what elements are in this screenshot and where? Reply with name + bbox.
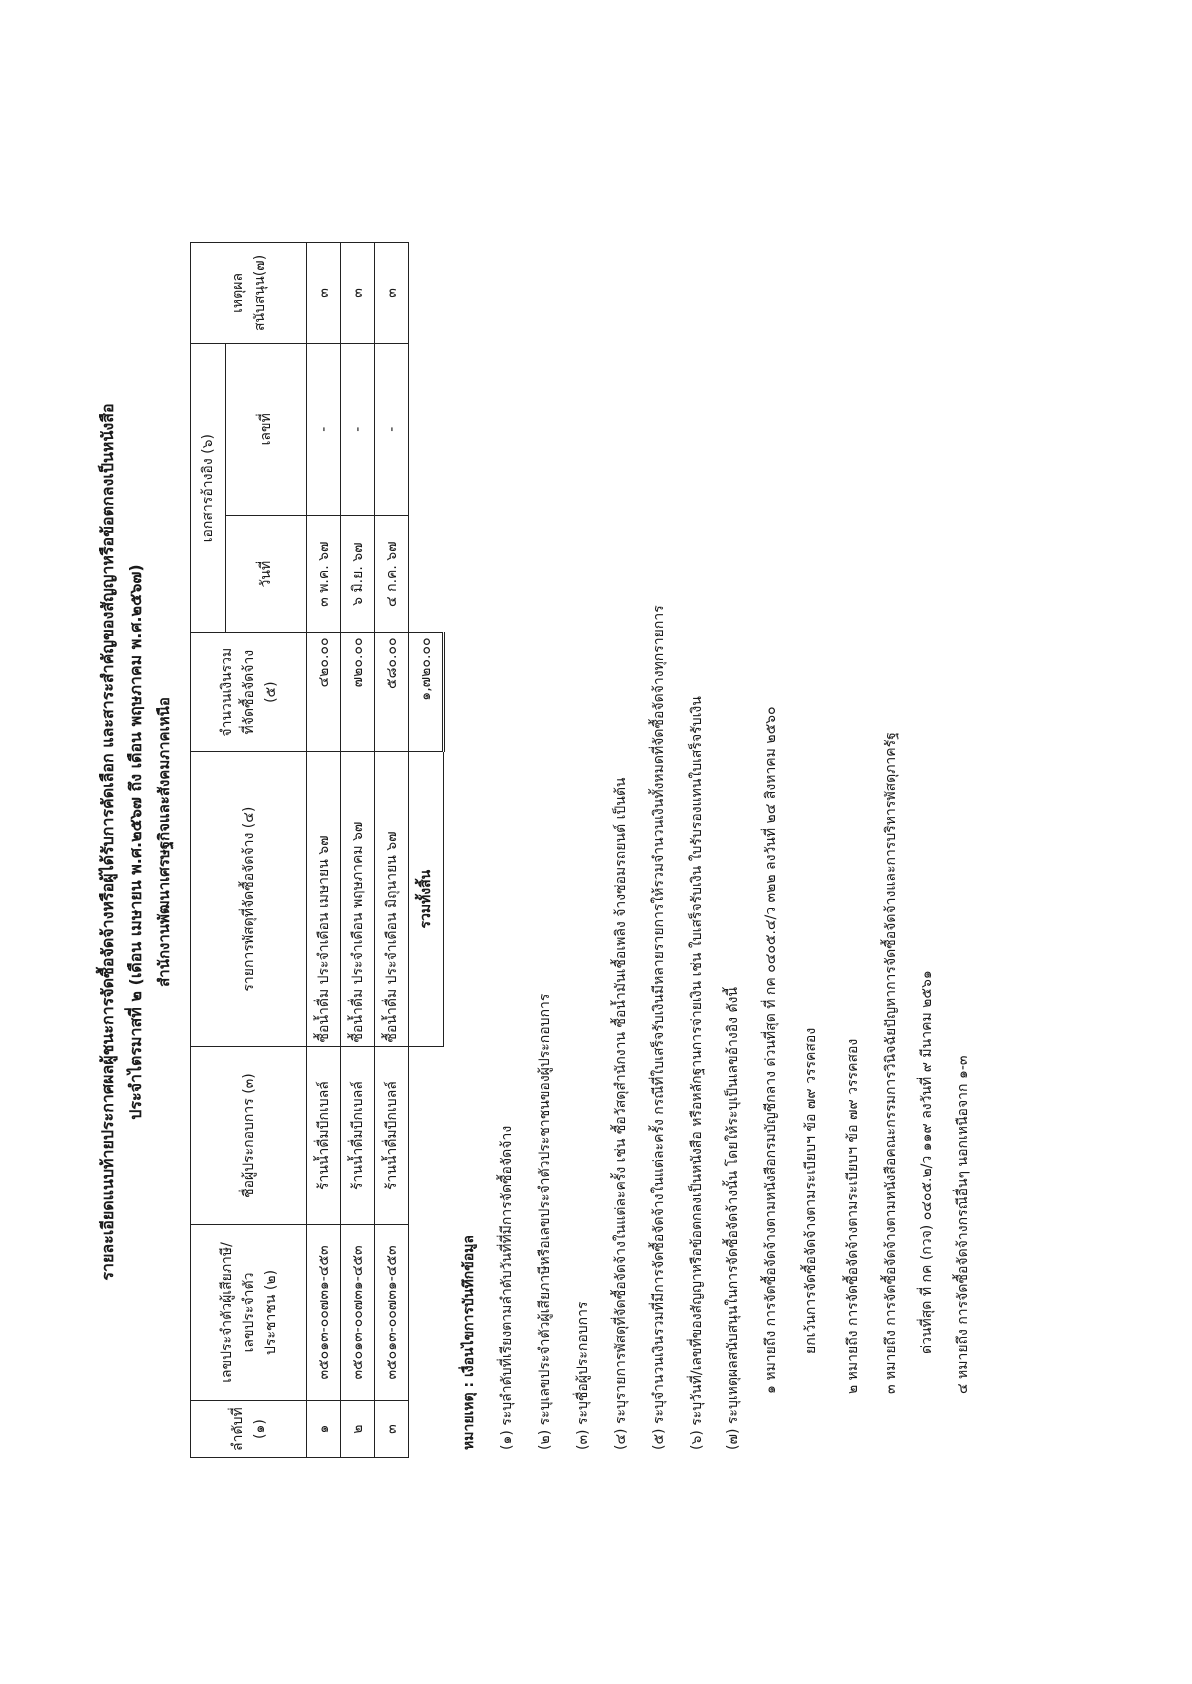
cell-reason: ๓ [307, 243, 341, 344]
header-ref-doc: เอกสารอ้างอิง (๖) [191, 343, 226, 633]
agency-name: สำนักงานพัฒนาเศรษฐกิจและสังคมภาคเหนือ [155, 697, 173, 987]
header-ref-no: เลขที่ [226, 343, 307, 515]
total-blank [409, 1047, 444, 1458]
header-vendor: ชื่อผู้ประกอบการ (๓) [191, 1047, 307, 1224]
note-line: ยกเว้นการจัดซื้อจัดจ้างตามระเบียบฯ ข้อ ๗๙ วรรคสอง [803, 1027, 819, 1354]
note-line: ๓ หมายถึง การจัดซื้อจัดจ้างตามหนังสือคณะกรรมการวินิจฉัยปัญหาการจัดซื้อจัดจ้างและการบริหารพัสดุภาครัฐ [883, 732, 899, 1394]
note-line: ด่วนที่สุด ที่ กค (กวจ) ๐๔๐๕.๒/ว ๑๑๙ ลงวันที่ ๙ มีนาคม ๒๕๖๑ [919, 970, 935, 1354]
procurement-table [190, 242, 445, 1458]
cell-ref-no: - [341, 343, 375, 515]
cell-vendor: ร้านน้ำดื่มบีกเบลล์ [375, 1047, 409, 1224]
header-tax-id [191, 1224, 307, 1401]
note-line: (๔) ระบุรายการพัสดุที่จัดซื้อจัดจ้างในแต่ละครั้ง เช่น ซื้อวัสดุสำนักงาน ซื้อน้ำมันเชื้อเพลิง จ้างซ่อมรถยนต์ เป็นต้น [613, 777, 629, 1450]
cell-reason: ๓ [341, 243, 375, 344]
cell-ref-no: - [375, 343, 409, 515]
header-amount-line1: จำนวนเงินรวม [218, 647, 235, 737]
note-line: (๖) ระบุวันที่/เลขที่ของสัญญาหรือข้อตกลงเป็นหนังสือ หรือหลักฐานการจ่ายเงิน เช่น ใบเสร็จรับเงิน ใบรับรองแทนใบเสร็จรับเงิน [689, 696, 705, 1450]
cell-item: ซื้อน้ำดื่ม ประจำเดือน เมษายน ๖๗ [307, 751, 341, 1047]
note-line: (๑) ระบุลำดับที่เรียงตามลำดับวันที่ที่มีการจัดซื้อจัดจ้าง [499, 1125, 515, 1450]
header-items: รายการพัสดุที่จัดซื้อจัดจ้าง (๔) [191, 751, 307, 1047]
header-ref-date: วันที่ [226, 515, 307, 633]
cell-ref-date: ๖ มิ.ย. ๖๗ [341, 515, 375, 633]
cell-seq: ๒ [341, 1401, 375, 1458]
cell-seq: ๓ [375, 1401, 409, 1458]
total-label: รวมทั้งสิ้น [409, 751, 444, 1047]
document-title: รายละเอียดแนบท้ายประกาศผลผู้ชนะการจัดซื้อจัดจ้างหรือผู้ได้รับการคัดเลือก และสาระสำคัญของสัญญาหรือข้อตกลงเป็นหนังสือ [98, 403, 117, 1281]
total-amount: ๑,๗๒๐.๐๐ [409, 633, 444, 751]
cell-item: ซื้อน้ำดื่ม ประจำเดือน พฤษภาคม ๖๗ [341, 751, 375, 1047]
cell-tax-id: ๓๕๐๑๓-๐๐๗๓๑-๔๕๓ [341, 1224, 375, 1401]
total-row [409, 243, 444, 1458]
cell-seq: ๑ [307, 1401, 341, 1458]
cell-tax-id: ๓๕๐๑๓-๐๐๗๓๑-๔๕๓ [307, 1224, 341, 1401]
note-line: (๕) ระบุจำนวนเงินรวมที่มีการจัดซื้อจัดจ้างในแต่ละครั้ง กรณีที่ใบเสร็จรับเงินมีหลายรายการให้รวมจำนวนเงินทั้งหมดที่จัดซื้อจัดจ้างทุกรายการ [651, 605, 667, 1450]
header-tax-id-line3: ประชาชน (๒) [262, 1269, 279, 1355]
table-row [341, 243, 375, 1458]
note-line: (๒) ระบุเลขประจำตัวผู้เสียภาษีหรือเลขประจำตัวประชาชนของผู้ประกอบการ [537, 993, 553, 1450]
header-amount-line3: (๕) [262, 681, 279, 703]
notes-heading: หมายเหตุ : เงื่อนไขการบันทึกข้อมูล [461, 1235, 477, 1450]
table-row [307, 243, 341, 1458]
cell-amount: ๗๒๐.๐๐ [341, 633, 375, 751]
note-line: ๑ หมายถึง การจัดซื้อจัดจ้างตามหนังสือกรมบัญชีกลาง ด่วนที่สุด ที่ กค ๐๔๐๕.๔/ว ๓๒๒ ลงวันที่ ๒๔ สิงหาคม ๒๕๖๐ [763, 706, 779, 1394]
cell-reason: ๓ [375, 243, 409, 344]
note-line: ๔ หมายถึง การจัดซื้อจัดจ้างกรณีอื่นๆ นอกเหนือจาก ๑-๓ [955, 1055, 971, 1394]
cell-amount: ๔๒๐.๐๐ [307, 633, 341, 751]
cell-amount: ๕๘๐.๐๐ [375, 633, 409, 751]
note-line: (๓) ระบุชื่อผู้ประกอบการ [575, 1301, 591, 1450]
cell-ref-no: - [307, 343, 341, 515]
cell-vendor: ร้านน้ำดื่มบีกเบลล์ [307, 1047, 341, 1224]
cell-ref-date: ๓ พ.ค. ๖๗ [307, 515, 341, 633]
note-line: ๒ หมายถึง การจัดซื้อจัดจ้างตามระเบียบฯ ข้อ ๗๙ วรรคสอง [845, 1038, 861, 1394]
header-seq: ลำดับที่ (๑) [191, 1401, 307, 1458]
quarter-subtitle: ประจำไตรมาสที่ ๒ (เดือน เมษายน พ.ศ.๒๕๖๗ ถึง เดือน พฤษภาคม พ.ศ.๒๕๖๗) [126, 564, 145, 1120]
cell-ref-date: ๔ ก.ค. ๖๗ [375, 515, 409, 633]
note-line: (๗) ระบุเหตุผลสนับสนุนในการจัดซื้อจัดจ้างนั้น โดยให้ระบุเป็นเลขอ้างอิง ดังนี้ [725, 987, 741, 1450]
header-reason-line1: เหตุผล [229, 272, 246, 313]
cell-vendor: ร้านน้ำดื่มบีกเบลล์ [341, 1047, 375, 1224]
header-tax-id-line1: เลขประจำตัวผู้เสียภาษี/ [218, 1242, 235, 1383]
total-trailing-blank [409, 243, 444, 634]
table-row [375, 243, 409, 1458]
header-amount [191, 633, 307, 751]
cell-tax-id: ๓๕๐๑๓-๐๐๗๓๑-๔๕๓ [375, 1224, 409, 1401]
header-tax-id-line2: เลขประจำตัว [240, 1272, 257, 1353]
header-amount-line2: ที่จัดซื้อจัดจ้าง [240, 649, 257, 735]
header-reason [191, 243, 307, 344]
cell-item: ซื้อน้ำดื่ม ประจำเดือน มิถุนายน ๖๗ [375, 751, 409, 1047]
header-reason-line2: สนับสนุน(๗) [251, 254, 268, 331]
